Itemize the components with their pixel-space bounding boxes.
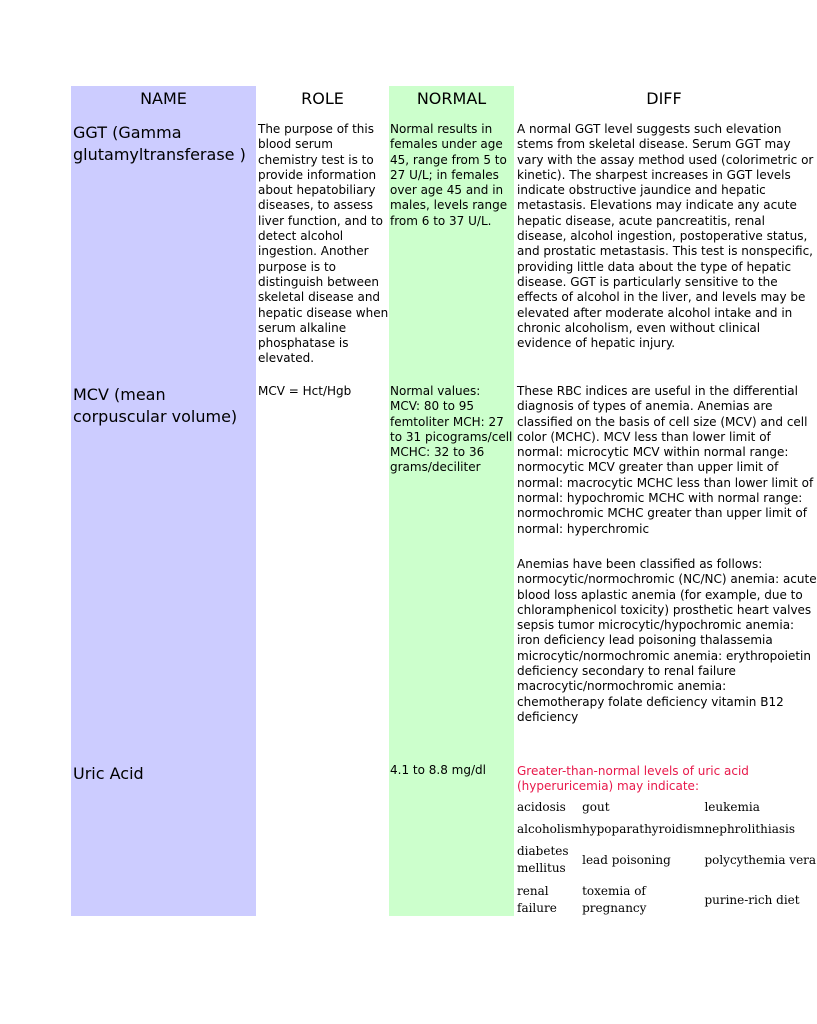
table-row bbox=[517, 796, 816, 818]
ggt-diff: A normal GGT level suggests such elevation stems from skeletal disease. Serum GGT may vary with the assay method used (colorimetric or kinetic). The sharpest increases in GGT levels indicate obstructive jaundice and hepatic metastasis. Elevations may indicate any acute hepatic disease, acute pancreatitis, renal disease, alcohol ingestion, postoperative status, and prostatic metastasis. This test is nonspecific, providing little data about the type of hepatic disease. GGT is particularly sensitive to the effects of alcohol in the liver, and levels may be elevated after moderate alcohol intake and in chronic alcoholism, even without clinical evidence of hepatic injury. bbox=[517, 122, 814, 351]
ggt-normal: Normal results in females under age 45, range from 5 to 27 U/L; in females over age 45 and in males, levels range from 6 to 37 U/L. bbox=[390, 122, 508, 228]
condition-cell: toxemia of pregnancy bbox=[582, 884, 647, 915]
name-column-background bbox=[71, 86, 256, 916]
condition-cell: hypoparathyroidism bbox=[582, 821, 705, 836]
ggt-name: GGT (Gamma glutamyltransferase ) bbox=[73, 123, 246, 164]
table-row bbox=[517, 840, 816, 880]
condition-cell: gout bbox=[582, 799, 610, 814]
uric-acid-normal: 4.1 to 8.8 mg/dl bbox=[390, 763, 486, 777]
condition-cell: renal failure bbox=[517, 884, 557, 915]
mcv-name: MCV (mean corpuscular volume) bbox=[73, 385, 238, 426]
ggt-role: The purpose of this blood serum chemistry test is to provide information about hepatobiliary diseases, to assess liver function, and to detect alcohol ingestion. Another purpose is to distinguish between skeletal disease and hepatic disease when serum alkaline phosphatase is elevated. bbox=[258, 122, 389, 366]
condition-cell: acidosis bbox=[517, 799, 566, 814]
header-normal: NORMAL bbox=[416, 89, 487, 108]
header-role: ROLE bbox=[301, 89, 344, 108]
mcv-diff: These RBC indices are useful in the differential diagnosis of types of anemia. Anemias are classified on the basis of cell size (MCV) and cell color (MCHC). MCV less than lower limit of normal: microcytic MCV within normal range: normocytic MCV greater than upper limit of normal: macrocytic MCHC less than lower limit of normal: hypochromic MCHC with normal range: normochromic MCHC greater than upper limit of normal: hyperchromic bbox=[517, 384, 814, 536]
condition-cell: purine-rich diet bbox=[704, 892, 800, 907]
mcv-normal: Normal values: MCV: 80 to 95 femtoliter MCH: 27 to 31 picograms/cell MCHC: 32 to 36 grams/deciliter bbox=[390, 384, 513, 475]
condition-cell: diabetes mellitus bbox=[517, 844, 569, 875]
condition-cell: leukemia bbox=[704, 799, 760, 814]
mcv-role: MCV = Hct/Hgb bbox=[258, 384, 352, 398]
mcv-diff-classification: Anemias have been classified as follows: normocytic/normochromic (NC/NC) anemia: acute blood loss aplastic anemia (for example, due to chloramphenicol toxicity) prosthetic heart valves sepsis tumor microcytic/hypochromic anemia: iron deficiency lead poisoning thalassemia microcytic/normochromic anemia: erythropoietin deficiency secondary to renal failure macrocytic/normochromic anemia: chemotherapy folate deficiency vitamin B12 deficiency bbox=[517, 557, 817, 724]
condition-cell: nephrolithiasis bbox=[704, 821, 796, 836]
uric-acid-name: Uric Acid bbox=[73, 764, 144, 783]
table-row bbox=[517, 880, 816, 920]
uric-acid-diff-intro: Greater-than-normal levels of uric acid (hyperuricemia) may indicate: bbox=[517, 764, 749, 794]
table-row bbox=[517, 818, 816, 840]
condition-cell: alcoholism bbox=[517, 821, 583, 836]
header-name: NAME bbox=[140, 89, 187, 108]
condition-cell: lead poisoning bbox=[582, 852, 671, 867]
condition-cell: polycythemia vera bbox=[704, 852, 817, 867]
header-diff: DIFF bbox=[646, 89, 682, 108]
hyperuricemia-conditions-table bbox=[517, 796, 816, 920]
